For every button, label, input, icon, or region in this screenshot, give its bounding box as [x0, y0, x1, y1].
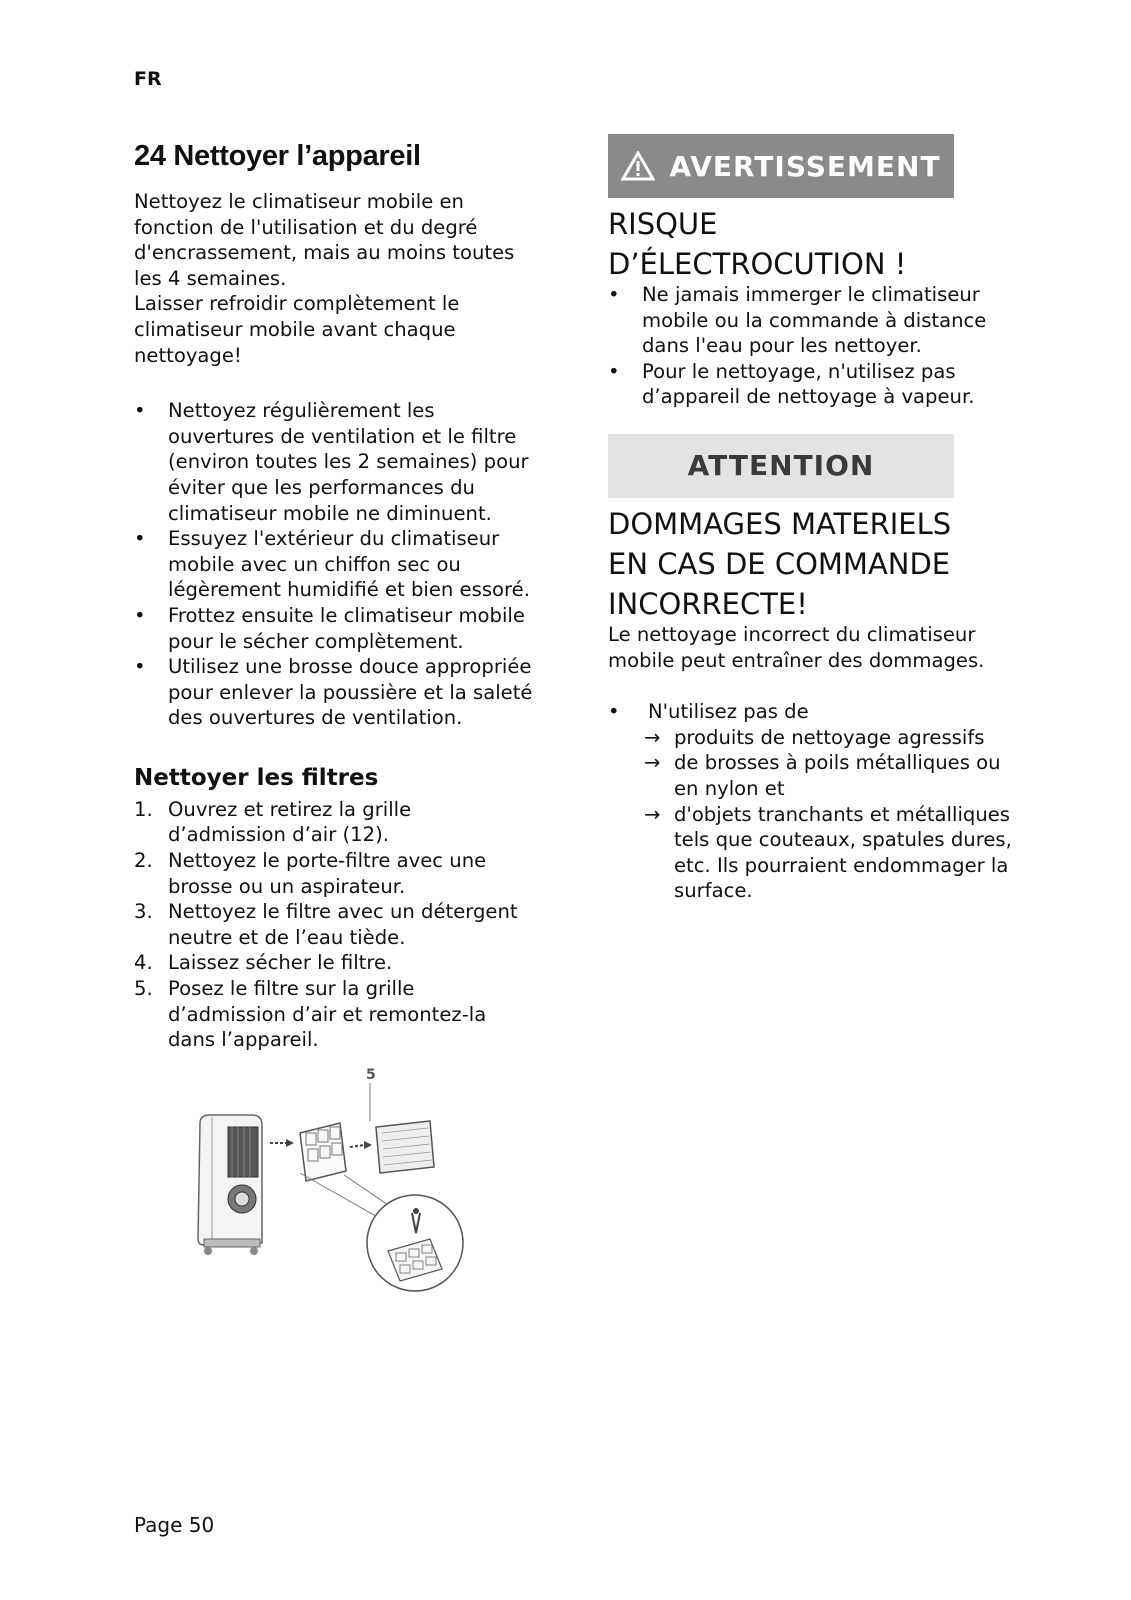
- bullet-text: Ne jamais immerger le climatiseur mobile ou la commande à distance dans l'eau pour les nettoyer.: [642, 283, 987, 358]
- bullet-dot-icon: •: [134, 399, 146, 423]
- warning-bullets: [608, 282, 1018, 410]
- step-text: Posez le filtre sur la grille d’admission d’air et remontez-la dans l’appareil.: [168, 977, 487, 1052]
- filter-frame-icon: [300, 1123, 346, 1181]
- attention-title-line-2: EN CAS DE COMMANDE: [608, 546, 951, 581]
- bullet-text: Essuyez l'extérieur du climatiseur mobile avec un chiffon sec ou légèrement humidifié et bien essoré.: [168, 527, 530, 602]
- chapter-title: 24 Nettoyer l’appareil: [134, 140, 421, 172]
- bullet-text: Nettoyez régulièrement les ouvertures de ventilation et le filtre (environ toutes les 2 semaines) pour éviter que les performances du climatiseur mobile ne diminuent.: [168, 399, 529, 525]
- list-item: [134, 848, 534, 899]
- step-number: 4.: [134, 951, 153, 975]
- step-text: Nettoyez le filtre avec un détergent neutre et de l’eau tiède.: [168, 900, 518, 949]
- arrow-right-icon: →: [644, 802, 661, 826]
- attention-bullets: [608, 699, 1018, 725]
- warning-label: AVERTISSEMENT: [669, 149, 941, 183]
- attention-title-line-1: DOMMAGES MATERIELS: [608, 506, 952, 541]
- list-item: [134, 950, 534, 976]
- page-number: Page 50: [134, 1513, 215, 1537]
- warning-banner: [608, 134, 954, 198]
- bullet-dot-icon: •: [608, 283, 620, 306]
- intro-paragraph-2: Laisser refroidir complètement le climatiseur mobile avant chaque nettoyage!: [134, 292, 460, 367]
- step-text: Ouvrez et retirez la grille d’admission d’air (12).: [168, 797, 412, 847]
- air-conditioner-icon: [198, 1115, 262, 1255]
- intro-paragraph-1: Nettoyez le climatiseur mobile en fonction de l'utilisation et du degré d'encrassement, mais au moins toutes les 4 semaines.: [134, 190, 515, 290]
- list-item: [134, 976, 534, 1053]
- attention-label: ATTENTION: [687, 449, 875, 483]
- cleaning-bullets: [134, 398, 534, 731]
- list-item: [608, 699, 1018, 725]
- bullet-dot-icon: •: [134, 603, 146, 627]
- attention-subitems: [608, 725, 1018, 904]
- bullet-text: Frottez ensuite le climatiseur mobile pour le sécher complètement.: [168, 603, 525, 653]
- list-item: [608, 359, 1018, 410]
- arrow-right-icon: →: [644, 725, 661, 749]
- list-item: [134, 526, 534, 603]
- list-item: [640, 725, 1018, 751]
- bullet-text: Utilisez une brosse douce appropriée pour enlever la poussière et la saleté des ouvertures de ventilation.: [168, 655, 533, 730]
- attention-banner: [608, 434, 954, 498]
- step-text: Nettoyez le porte-filtre avec une brosse ou un aspirateur.: [168, 849, 487, 898]
- subitem-text: de brosses à poils métalliques ou en nylon et: [674, 751, 1001, 800]
- filter-illustration: [190, 1063, 534, 1297]
- step-text: Laissez sécher le filtre.: [168, 951, 393, 975]
- figure-label: 5: [366, 1066, 376, 1083]
- bullet-text: N'utilisez pas de: [648, 700, 809, 724]
- list-item: [640, 750, 1018, 801]
- bullet-dot-icon: •: [134, 655, 146, 679]
- filter-mesh-icon: [376, 1121, 434, 1173]
- warning-title-line-1: RISQUE: [608, 207, 718, 241]
- bullet-text: Pour le nettoyage, n'utilisez pas d’appareil de nettoyage à vapeur.: [642, 359, 975, 409]
- bullet-dot-icon: •: [608, 359, 620, 383]
- list-item: [608, 282, 1018, 359]
- step-number: 5.: [134, 977, 153, 1001]
- filter-steps: [134, 797, 534, 1053]
- right-column: [608, 134, 1018, 904]
- list-item: [134, 398, 534, 526]
- warning-title-line-2: D’ÉLECTROCUTION !: [608, 247, 907, 281]
- step-number: 3.: [134, 900, 153, 924]
- step-number: 1.: [134, 797, 153, 821]
- left-column: [134, 136, 534, 1297]
- language-code: FR: [134, 68, 162, 90]
- arrow-right-icon: →: [644, 751, 661, 775]
- warning-triangle-icon: [621, 151, 655, 181]
- list-item: [134, 603, 534, 654]
- list-item: [134, 654, 534, 731]
- attention-text: Le nettoyage incorrect du climatiseur mobile peut entraîner des dommages.: [608, 622, 985, 672]
- subitem-text: d'objets tranchants et métalliques tels que couteaux, spatules dures, etc. Ils pourraient endommager la surface.: [674, 802, 1012, 903]
- bullet-dot-icon: •: [608, 700, 620, 724]
- bullet-dot-icon: •: [134, 527, 146, 551]
- attention-title-line-3: INCORRECTE!: [608, 586, 808, 621]
- filters-heading: Nettoyer les filtres: [134, 764, 379, 791]
- subitem-text: produits de nettoyage agressifs: [674, 725, 985, 749]
- list-item: [640, 802, 1018, 904]
- list-item: [134, 797, 534, 848]
- list-item: [134, 899, 534, 950]
- step-number: 2.: [134, 849, 153, 873]
- detail-zoom-icon: [367, 1195, 463, 1291]
